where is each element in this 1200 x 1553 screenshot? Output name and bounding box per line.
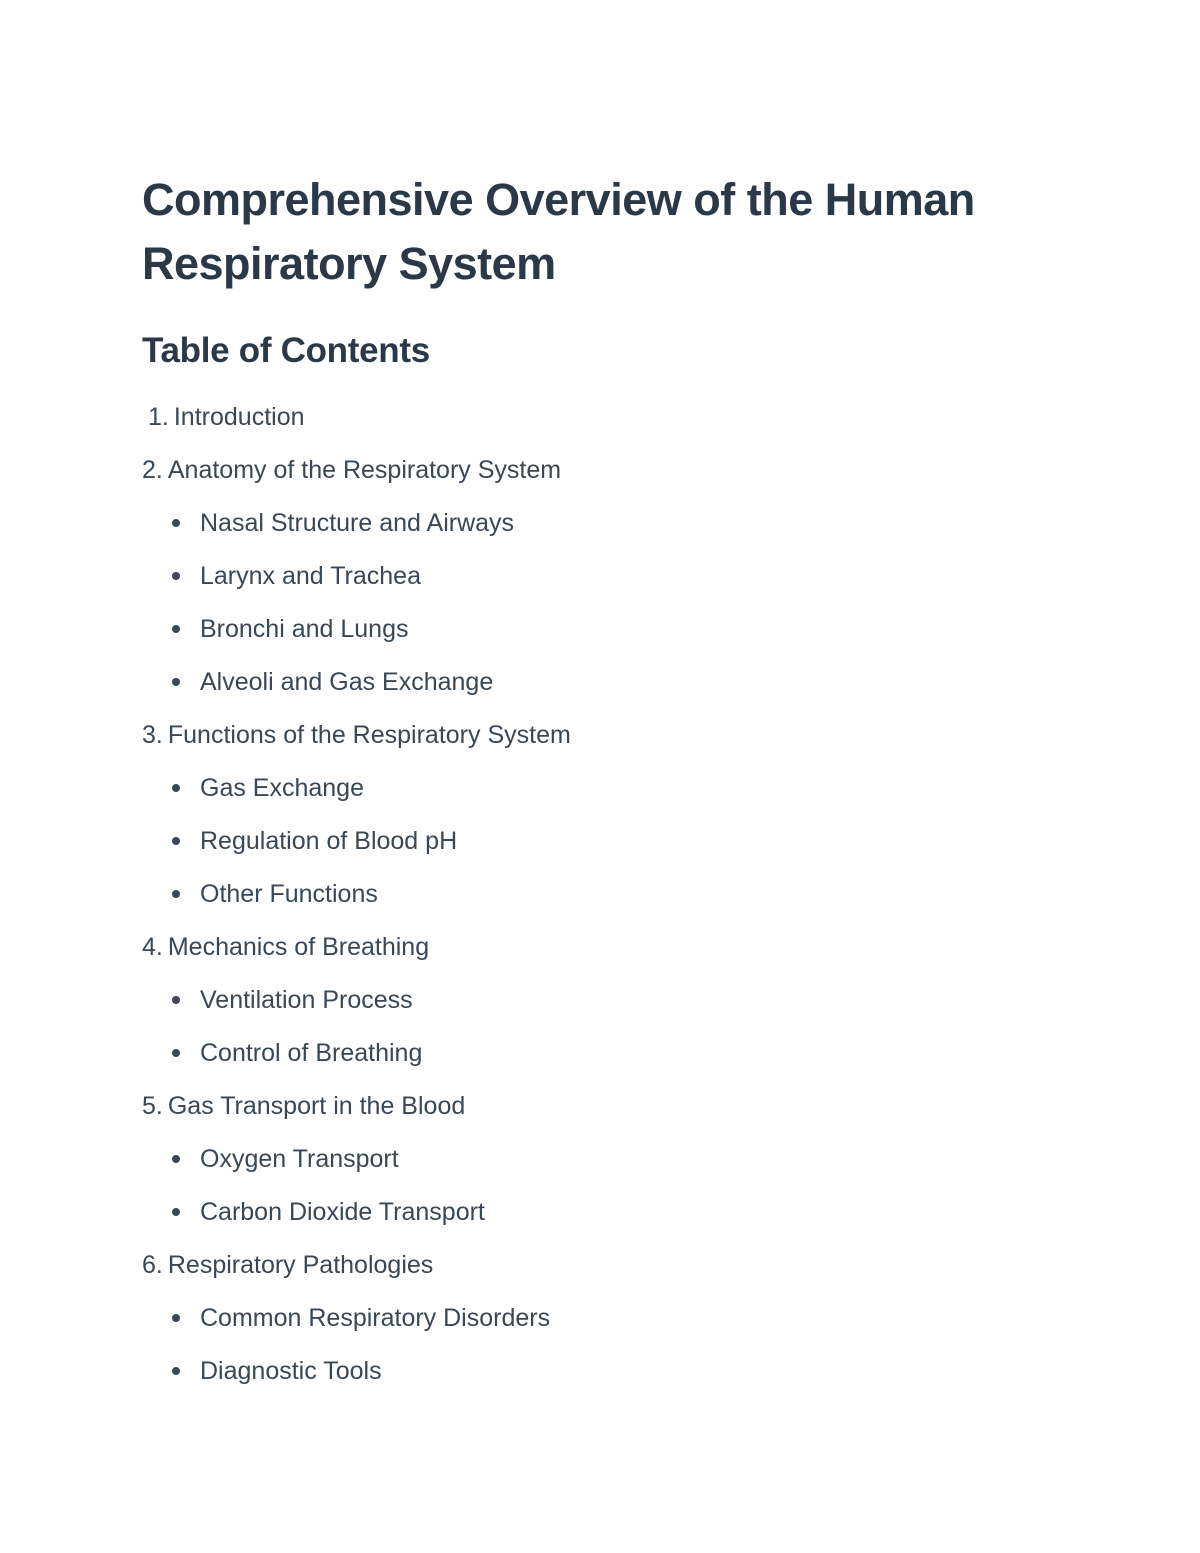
toc-subsection-label: Gas Exchange bbox=[200, 774, 364, 802]
toc-subsection-label: Common Respiratory Disorders bbox=[200, 1304, 551, 1332]
toc-section-item[interactable] bbox=[142, 1250, 1102, 1303]
toc-section-label: Respiratory Pathologies bbox=[167, 1251, 434, 1279]
toc-subsection-item[interactable] bbox=[142, 773, 1102, 826]
toc-subsection-label: Bronchi and Lungs bbox=[200, 615, 409, 643]
toc-section-label: Introduction bbox=[173, 403, 305, 431]
toc-subsection-label: Oxygen Transport bbox=[200, 1145, 399, 1173]
bullet-icon bbox=[172, 678, 180, 686]
toc-section-number: 5. bbox=[142, 1092, 163, 1120]
toc-section-label: Anatomy of the Respiratory System bbox=[167, 456, 562, 484]
toc-section-item[interactable] bbox=[142, 932, 1102, 985]
toc-subsection-item[interactable] bbox=[142, 826, 1102, 879]
document-page bbox=[142, 168, 1102, 1409]
toc-subsection-item[interactable] bbox=[142, 1197, 1102, 1250]
bullet-icon bbox=[172, 625, 180, 633]
toc-section-item[interactable] bbox=[142, 455, 1102, 508]
toc-heading: Table of Contents bbox=[142, 331, 430, 370]
toc-subsection-item[interactable] bbox=[142, 985, 1102, 1038]
bullet-icon bbox=[172, 890, 180, 898]
bullet-icon bbox=[172, 572, 180, 580]
toc-section-item[interactable] bbox=[142, 1091, 1102, 1144]
toc-subsection-item[interactable] bbox=[142, 1144, 1102, 1197]
toc-subsection-label: Nasal Structure and Airways bbox=[200, 509, 515, 537]
toc-section-item[interactable] bbox=[142, 720, 1102, 773]
toc-subsection-label: Alveoli and Gas Exchange bbox=[200, 668, 494, 696]
toc-subsection-item[interactable] bbox=[142, 879, 1102, 932]
toc-subsection-label: Regulation of Blood pH bbox=[200, 827, 458, 855]
toc-subsection-item[interactable] bbox=[142, 1356, 1102, 1409]
toc-subsection-item[interactable] bbox=[142, 1303, 1102, 1356]
bullet-icon bbox=[172, 1367, 180, 1375]
toc-subsection-item[interactable] bbox=[142, 561, 1102, 614]
bullet-icon bbox=[172, 1314, 180, 1322]
toc-subsection-item[interactable] bbox=[142, 614, 1102, 667]
bullet-icon bbox=[172, 519, 180, 527]
bullet-icon bbox=[172, 1155, 180, 1163]
toc-subsection-label: Diagnostic Tools bbox=[200, 1357, 382, 1385]
bullet-icon bbox=[172, 1049, 180, 1057]
toc-section-label: Functions of the Respiratory System bbox=[167, 721, 571, 749]
toc-section-number: 2. bbox=[142, 456, 163, 484]
toc-subsection-item[interactable] bbox=[142, 667, 1102, 720]
toc-section-number: 6. bbox=[142, 1251, 163, 1279]
bullet-icon bbox=[172, 784, 180, 792]
toc-section-number: 1. bbox=[148, 403, 169, 431]
toc-subsection-label: Ventilation Process bbox=[200, 986, 413, 1014]
document-title: Comprehensive Overview of the Human Respiratory System bbox=[142, 174, 975, 289]
toc-section-item[interactable] bbox=[142, 402, 1102, 455]
toc-subsection-item[interactable] bbox=[142, 1038, 1102, 1091]
bullet-icon bbox=[172, 1208, 180, 1216]
toc-subsection-item[interactable] bbox=[142, 508, 1102, 561]
toc-subsection-label: Larynx and Trachea bbox=[200, 562, 421, 590]
toc-subsection-label: Carbon Dioxide Transport bbox=[200, 1198, 485, 1226]
table-of-contents bbox=[142, 402, 1102, 1409]
bullet-icon bbox=[172, 837, 180, 845]
toc-section-number: 3. bbox=[142, 721, 163, 749]
toc-subsection-label: Control of Breathing bbox=[200, 1039, 423, 1067]
bullet-icon bbox=[172, 996, 180, 1004]
toc-section-label: Mechanics of Breathing bbox=[167, 933, 430, 961]
toc-subsection-label: Other Functions bbox=[200, 880, 378, 908]
toc-section-label: Gas Transport in the Blood bbox=[167, 1092, 466, 1120]
toc-section-number: 4. bbox=[142, 933, 163, 961]
